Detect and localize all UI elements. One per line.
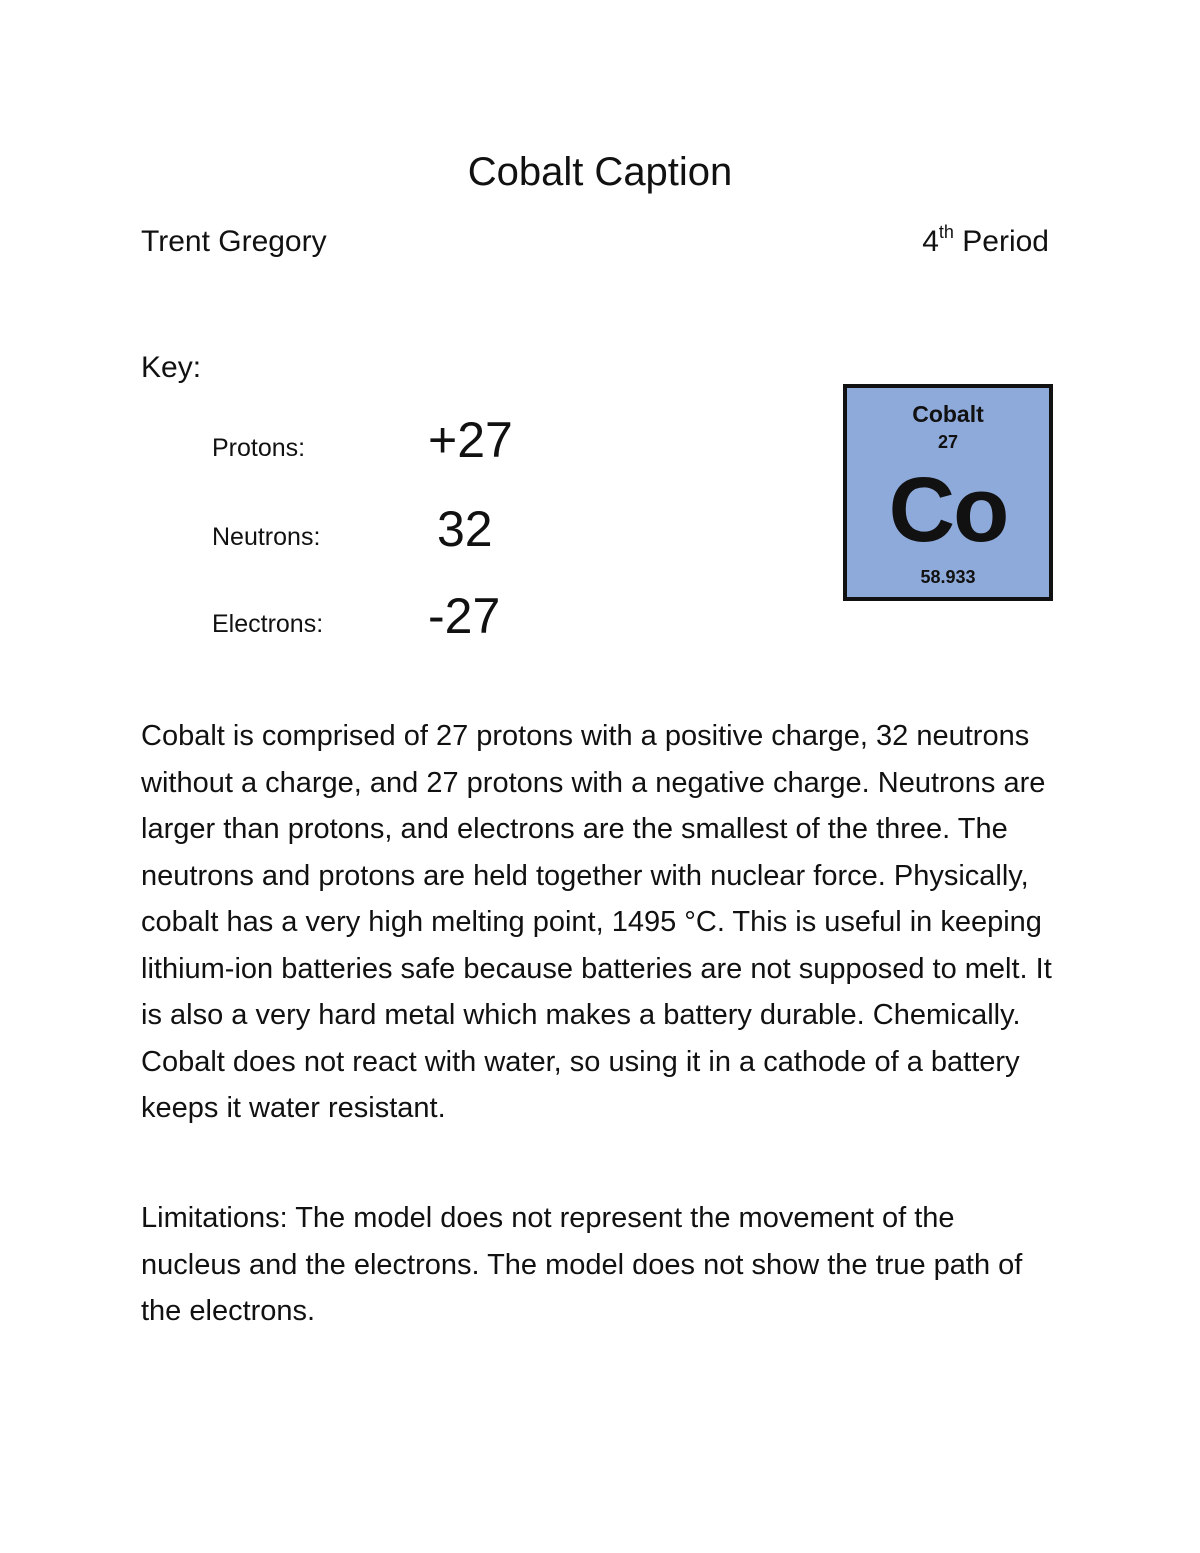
period-suffix: th [938, 222, 954, 242]
page-title: Cobalt Caption [467, 150, 733, 194]
protons-value: +27 [428, 412, 513, 468]
element-atomic-mass: 58.933 [920, 567, 976, 587]
electrons-label: Electrons: [212, 610, 324, 638]
neutrons-value: 32 [437, 501, 493, 557]
element-atomic-number: 27 [937, 432, 959, 452]
electrons-value: -27 [428, 588, 501, 644]
description-paragraph: Cobalt is comprised of 27 protons with a positive charge, 32 neutrons without a charge, and 27 protons with a negative charge. Neutrons are larger than protons, and electrons are the smallest of the three. The neutrons and protons are held together with nuclear force. Physically, cobalt has a very high melting point, 1495 °C. This is useful in keeping lithium-ion batteries safe because batteries are not supposed to melt. It is also a very hard metal which makes a battery durable. Chemically. Cobalt does not react with water, so using it in a cathode of a battery keeps it water resistant. [141, 720, 1052, 1124]
period-number: 4 [922, 225, 939, 258]
limitations-paragraph: Limitations: The model does not represent the movement of the nucleus and the electrons. The model does not show the true path of the electrons. [141, 1202, 1023, 1327]
element-symbol: Co [888, 459, 1008, 561]
cobalt-element-tile [843, 384, 1053, 601]
element-name: Cobalt [912, 401, 984, 427]
protons-label: Protons: [212, 434, 306, 462]
author-name: Trent Gregory [141, 225, 327, 258]
period-label: Period [953, 225, 1049, 258]
class-period [922, 222, 1049, 262]
key-heading: Key: [141, 351, 202, 384]
neutrons-label: Neutrons: [212, 523, 321, 551]
